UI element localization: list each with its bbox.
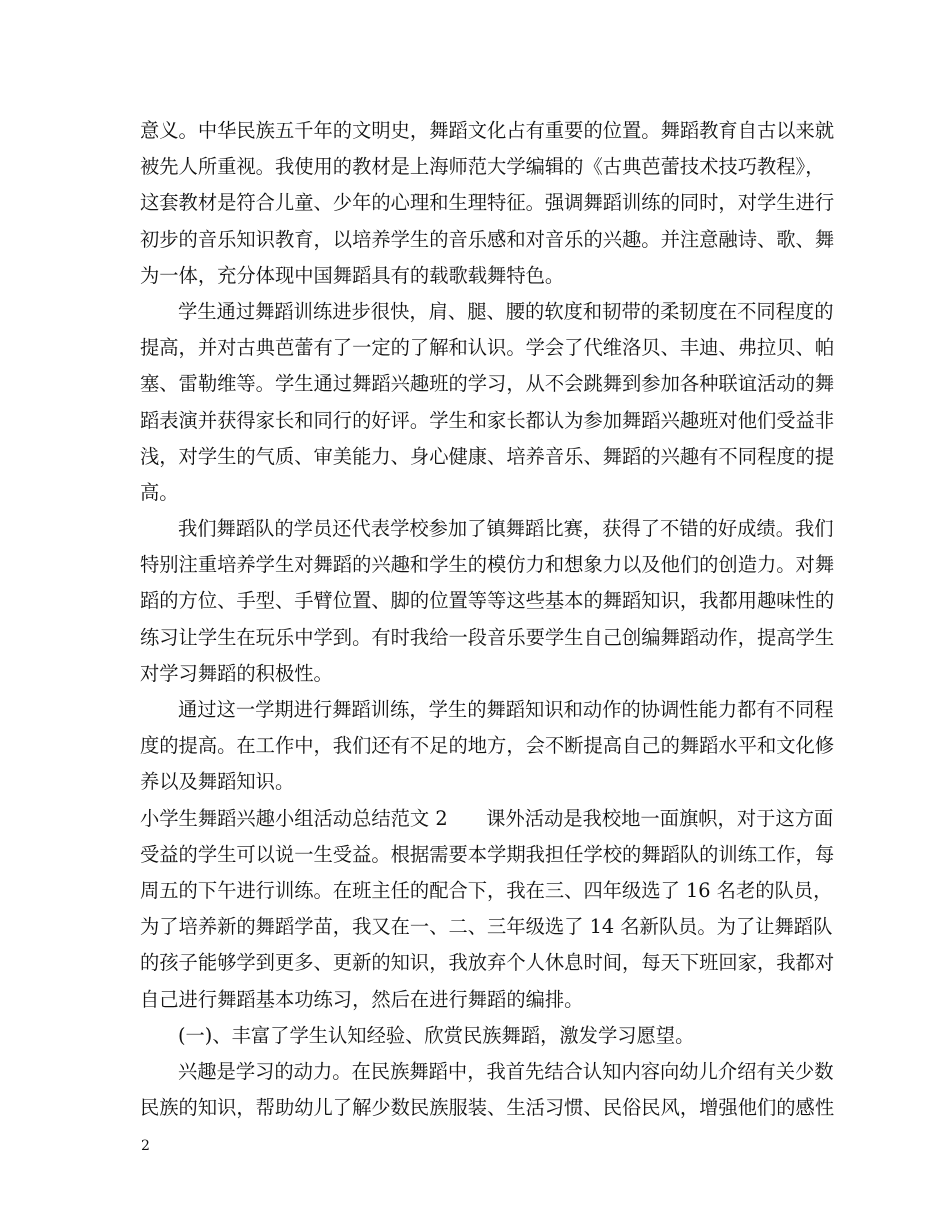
body-text: [140, 113, 835, 1126]
text-line: 兴趣是学习的动力。在民族舞蹈中，我首先结合认知内容向幼儿介绍有关少数: [178, 1059, 834, 1083]
text-line: 蹈的方位、手型、手臂位置、脚的位置等等这些基本的舞蹈知识，我都用趣味性的: [140, 589, 835, 613]
text-line: 对学习舞蹈的积极性。: [140, 661, 333, 685]
text-line: 自己进行舞蹈基本功练习，然后在进行舞蹈的编排。: [140, 987, 584, 1011]
text-line: 周五的下午进行训练。在班主任的配合下，我在三、四年级选了 16 名老的队员，: [140, 878, 833, 902]
text-line: 被先人所重视。我使用的教材是上海师范大学编辑的《古典芭蕾技术技巧教程》，: [140, 155, 825, 179]
text-line: 蹈表演并获得家长和同行的好评。学生和家长都认为参加舞蹈兴趣班对他们受益非: [140, 408, 835, 432]
text-line: 度的提高。在工作中，我们还有不足的地方，会不断提高自己的舞蹈水平和文化修: [140, 734, 835, 758]
text-line: 民族的知识，帮助幼儿了解少数民族服装、生活习惯、民俗民风，增强他们的感性: [140, 1096, 835, 1120]
text-line: 浅，对学生的气质、审美能力、身心健康、培养音乐、舞蹈的兴趣有不同程度的提: [140, 444, 835, 468]
text-line: 特别注重培养学生对舞蹈的兴趣和学生的模仿力和想象力以及他们的创造力。对舞: [140, 553, 835, 577]
text-line: 提高，并对古典芭蕾有了一定的了解和认识。学会了代维洛贝、丰迪、弗拉贝、帕: [140, 336, 835, 360]
text-line: 意义。中华民族五千年的文明史，舞蹈文化占有重要的位置。舞蹈教育自古以来就: [140, 119, 835, 142]
text-line: 这套教材是符合儿童、少年的心理和生理特征。强调舞蹈训练的同时，对学生进行: [140, 191, 835, 215]
text-line: 小学生舞蹈兴趣小组活动总结范文 2 课外活动是我校地一面旗帜，对于这方面: [140, 806, 834, 830]
text-line: 为了培养新的舞蹈学苗，我又在一、二、三年级选了 14 名新队员。为了让舞蹈队: [140, 915, 833, 939]
text-line: (一)、丰富了学生认知经验、欣赏民族舞蹈，激发学习愿望。: [178, 1023, 695, 1047]
page-number: 2: [141, 1138, 150, 1154]
text-line: 养以及舞蹈知识。: [140, 770, 295, 794]
text-line: 练习让学生在玩乐中学到。有时我给一段音乐要学生自己创编舞蹈动作，提高学生: [140, 625, 835, 649]
text-line: 的孩子能够学到更多、更新的知识，我放弃个人休息时间，每天下班回家，我都对: [140, 951, 835, 975]
text-line: 为一体，充分体现中国舞蹈具有的载歌载舞特色。: [140, 263, 565, 287]
text-line: 通过这一学期进行舞蹈训练，学生的舞蹈知识和动作的协调性能力都有不同程: [178, 698, 834, 721]
text-line: 受益的学生可以说一生受益。根据需要本学期我担任学校的舞蹈队的训练工作，每: [140, 842, 835, 866]
text-line: 初步的音乐知识教育，以培养学生的音乐感和对音乐的兴趣。并注意融诗、歌、舞: [140, 227, 835, 251]
text-line: 学生通过舞蹈训练进步很快，肩、腿、腰的软度和韧带的柔韧度在不同程度的: [178, 299, 834, 323]
text-line: 我们舞蹈队的学员还代表学校参加了镇舞蹈比赛，获得了不错的好成绩。我们: [178, 517, 834, 541]
text-line: 塞、雷勒维等。学生通过舞蹈兴趣班的学习，从不会跳舞到参加各种联谊活动的舞: [140, 372, 835, 396]
text-line: 高。: [140, 480, 179, 504]
